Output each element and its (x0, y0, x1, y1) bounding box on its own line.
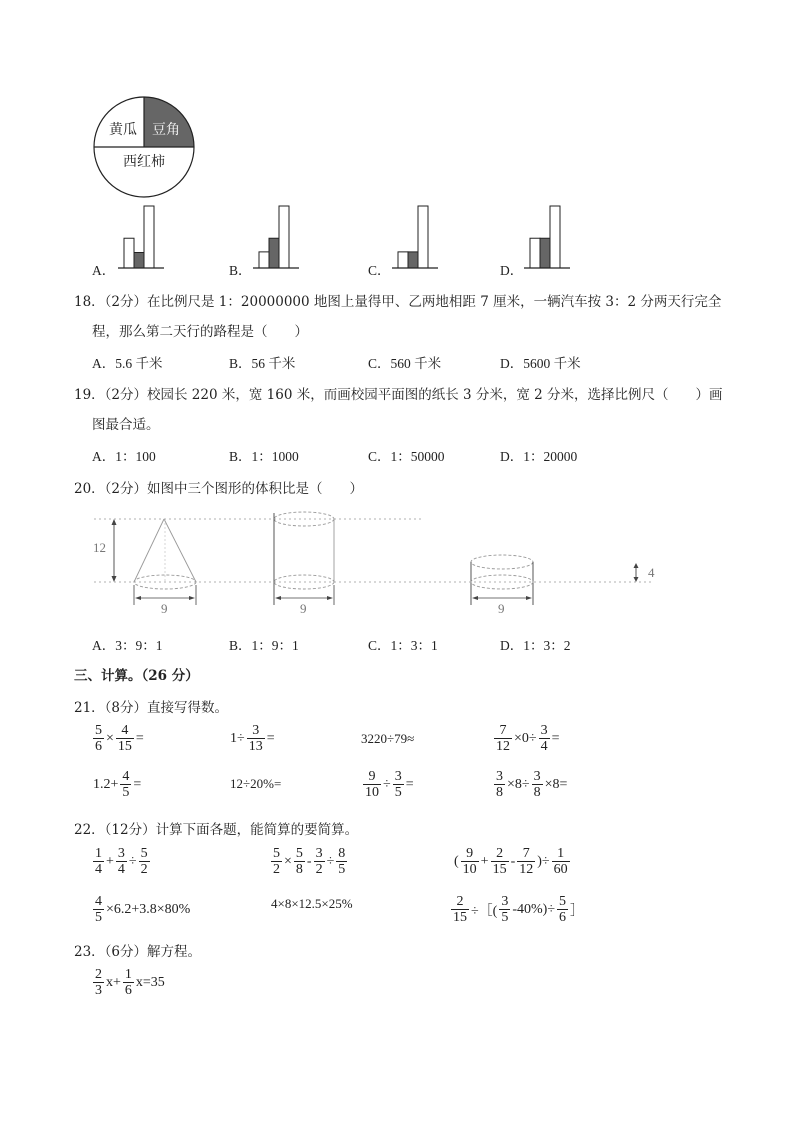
q17-option-b[interactable]: B． (229, 263, 252, 278)
q22-item-c: ( $\frac{9}{10}$ + $\frac{2}{15}$ - $\frac{7}{12}$ )÷ $\frac{1}{60}$ (454, 846, 568, 877)
pie-slice-douqiao (144, 97, 194, 147)
q17-bar-c-1 (398, 252, 408, 268)
pie-label-douqiao: 豆角 (152, 123, 180, 138)
q21-item-h: $\frac{3}{8}$ ×8÷ $\frac{3}{8}$ ×8= (496, 769, 568, 800)
q20-option-d[interactable]: D．1：3：2 (500, 638, 571, 653)
q19-option-c[interactable]: C．1：50000 (368, 449, 445, 464)
q20-label-base-1: 9 (161, 601, 168, 616)
q20-label-base-2: 9 (300, 601, 307, 616)
q20-option-a[interactable]: A．3：9：1 (92, 638, 163, 653)
q21-item-f: 12÷20%= (230, 776, 282, 791)
q17-bar-a-2 (134, 253, 144, 269)
q19-option-b[interactable]: B．1：1000 (229, 449, 299, 464)
q22-item-b: $\frac{5}{2}$ × $\frac{5}{8}$ - $\frac{3}{2}$ ÷ $\frac{8}{5}$ (273, 846, 346, 877)
q20-line1: 20．（2分）如图中三个图形的体积比是（ ） (74, 481, 364, 497)
q22-item-e: 4×8×12.5×25% (271, 896, 353, 911)
q19-option-d[interactable]: D．1：20000 (500, 449, 578, 464)
q22-item-d: $\frac{4}{5}$ ×6.2+3.8×80% (95, 894, 191, 925)
q17-bars-b (251, 204, 301, 270)
q18-line2: 程，那么第二天行的路程是（ ） (92, 324, 308, 340)
q17-bar-d-1 (530, 238, 540, 268)
q18-option-c[interactable]: C．560 千米 (368, 356, 442, 371)
short-cylinder (471, 555, 533, 605)
q21-title: 21．（8分）直接写得数。 (74, 700, 229, 716)
q18-option-b[interactable]: B．56 千米 (229, 356, 296, 371)
q17-bar-a-1 (124, 238, 134, 268)
q17-bar-d-3 (550, 206, 560, 268)
q17-bars-a (116, 204, 166, 270)
q21-item-c: 3220÷79≈ (361, 731, 415, 746)
q19-option-a[interactable]: A．1：100 (92, 449, 156, 464)
q17-bars-d (522, 204, 572, 270)
q23-title: 23．（6分）解方程。 (74, 944, 202, 960)
q21-item-e: 1.2+ $\frac{4}{5}$ = (93, 769, 142, 800)
tall-cylinder (274, 512, 334, 605)
pie-label-xihongshi: 西红柿 (123, 155, 165, 170)
q22-title: 22．（12分）计算下面各题，能简算的要简算。 (74, 822, 359, 838)
q17-bar-c-2 (408, 252, 418, 268)
q17-bar-d-2 (540, 238, 550, 268)
q20-option-b[interactable]: B．1：9：1 (229, 638, 299, 653)
q21-item-a: $\frac{5}{6}$ × $\frac{4}{15}$ = (95, 723, 144, 754)
q17-bar-a-3 (144, 206, 154, 268)
q20-option-c[interactable]: C．1：3：1 (368, 638, 438, 653)
q17-bar-b-3 (279, 206, 289, 268)
cone (134, 519, 196, 589)
q20-label-base-3: 9 (498, 601, 505, 616)
q17-option-a[interactable]: A． (92, 263, 116, 278)
pie-label-huanggua: 黄瓜 (109, 123, 137, 138)
q17-bar-c-3 (418, 206, 428, 268)
q17-bar-b-2 (269, 238, 279, 268)
q21-item-g: $\frac{9}{10}$ ÷ $\frac{3}{5}$ = (365, 769, 414, 800)
q17-option-d[interactable]: D． (500, 263, 524, 278)
q23-equation: $\frac{2}{3}$ x+ $\frac{1}{6}$ x=35 (95, 967, 165, 998)
q18-option-d[interactable]: D．5600 千米 (500, 356, 581, 371)
section-3-heading: 三、计算。（26 分） (74, 668, 199, 684)
q20-solids-figure (92, 505, 672, 620)
q18-line1: 18．（2分）在比例尺是 1：20000000 地图上量得甲、乙两地相距 7 厘米，一辆汽车按 3：2 分两天行完全 (74, 294, 722, 310)
q17-option-c[interactable]: C． (368, 263, 391, 278)
q18-option-a[interactable]: A．5.6 千米 (92, 356, 163, 371)
q20-label-height-4: 4 (648, 565, 655, 580)
q17-bar-b-1 (259, 252, 269, 268)
q17-pie-chart (92, 95, 196, 199)
q19-line2: 图最合适。 (92, 417, 160, 433)
q21-item-d: $\frac{7}{12}$ ×0÷ $\frac{3}{4}$ = (496, 723, 560, 754)
q17-bars-c (390, 204, 440, 270)
q22-item-a: $\frac{1}{4}$ + $\frac{3}{4}$ ÷ $\frac{5}{2}$ (95, 846, 148, 877)
q22-item-f: $\frac{2}{15}$ ÷［( $\frac{3}{5}$ -40%)÷ $\frac{5}{6}$ ］ (453, 894, 585, 925)
q19-line1: 19．（2分）校园长 220 米，宽 160 米，而画校园平面图的纸长 3 分米，宽 2 分米，选择比例尺（ ）画 (74, 387, 723, 403)
q21-item-b: 1÷ $\frac{3}{13}$ = (230, 723, 275, 754)
q20-label-height-12: 12 (93, 540, 106, 555)
